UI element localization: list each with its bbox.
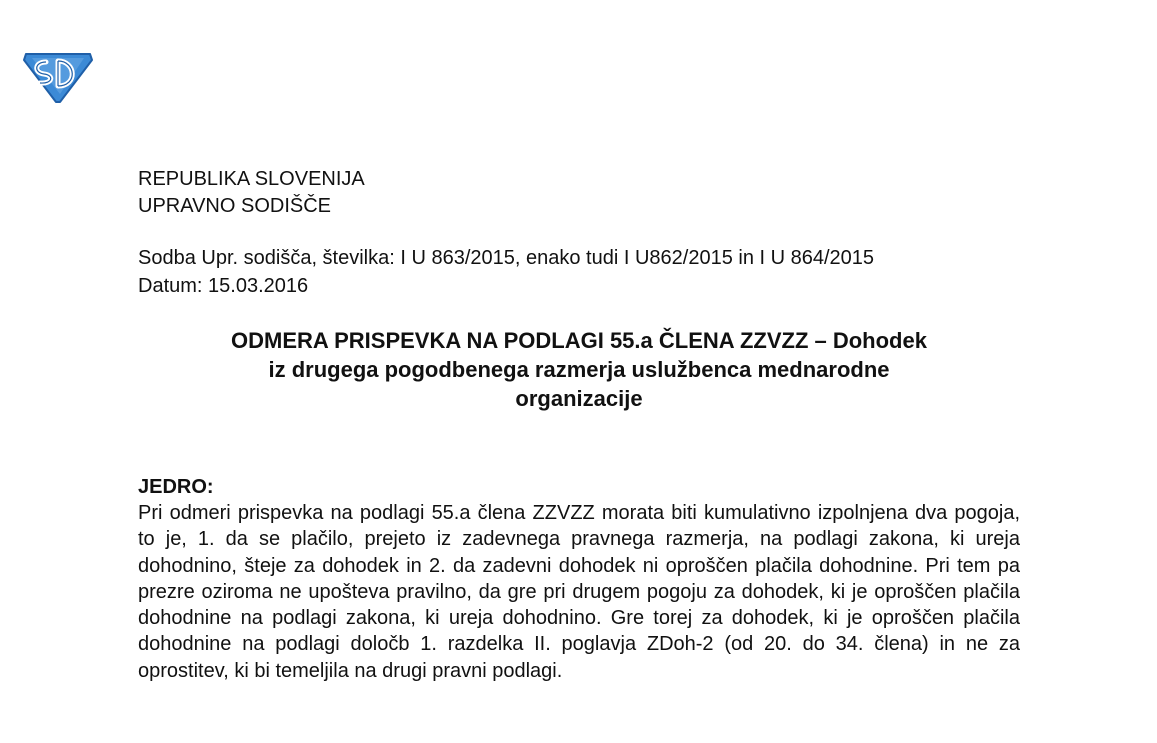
case-metadata <box>138 244 874 300</box>
title-line: organizacije <box>515 386 643 411</box>
title-line: iz drugega pogodbenega razmerja uslužbenca mednarodne <box>268 357 890 382</box>
summary-heading: JEDRO: <box>138 476 214 498</box>
court-name: UPRAVNO SODIŠČE <box>138 195 331 217</box>
country-name: REPUBLIKA SLOVENIJA <box>138 168 365 190</box>
document-title <box>138 326 1020 413</box>
title-line: ODMERA PRISPEVKA NA PODLAGI 55.a ČLENA ZZVZZ – Dohodek <box>231 328 927 353</box>
summary-text: Pri odmeri prispevka na podlagi 55.a člena ZZVZZ morata biti kumulativno izpolnjena dva pogoja, to je, 1. da se plačilo, prejeto iz zadevnega pravnega razmerja, na podlagi zakona, ki ureja dohodnino, šteje za dohodek in 2. da zadevni dohodek ni oproščen plačila dohodnine. Pri tem pa prezre oziroma ne upošteva pravilno, da gre pri drugem pogoju za dohodek, ki je oproščen plačila dohodnine na podlagi zakona, ki ureja dohodnino. Gre torej za dohodek, ki je oproščen plačila dohodnine na podlagi določb 1. razdelka II. poglavja ZDoh-2 (od 20. do 34. člena) in ne za oprostitev, ki bi temeljila na drugi pravni podlagi. <box>138 502 1020 682</box>
court-logo-icon <box>20 46 96 104</box>
case-number-line: Sodba Upr. sodišča, številka: I U 863/2015, enako tudi I U862/2015 in I U 864/2015 <box>138 247 875 269</box>
judgment-date: Datum: 15.03.2016 <box>138 275 309 297</box>
court-header <box>138 166 365 220</box>
